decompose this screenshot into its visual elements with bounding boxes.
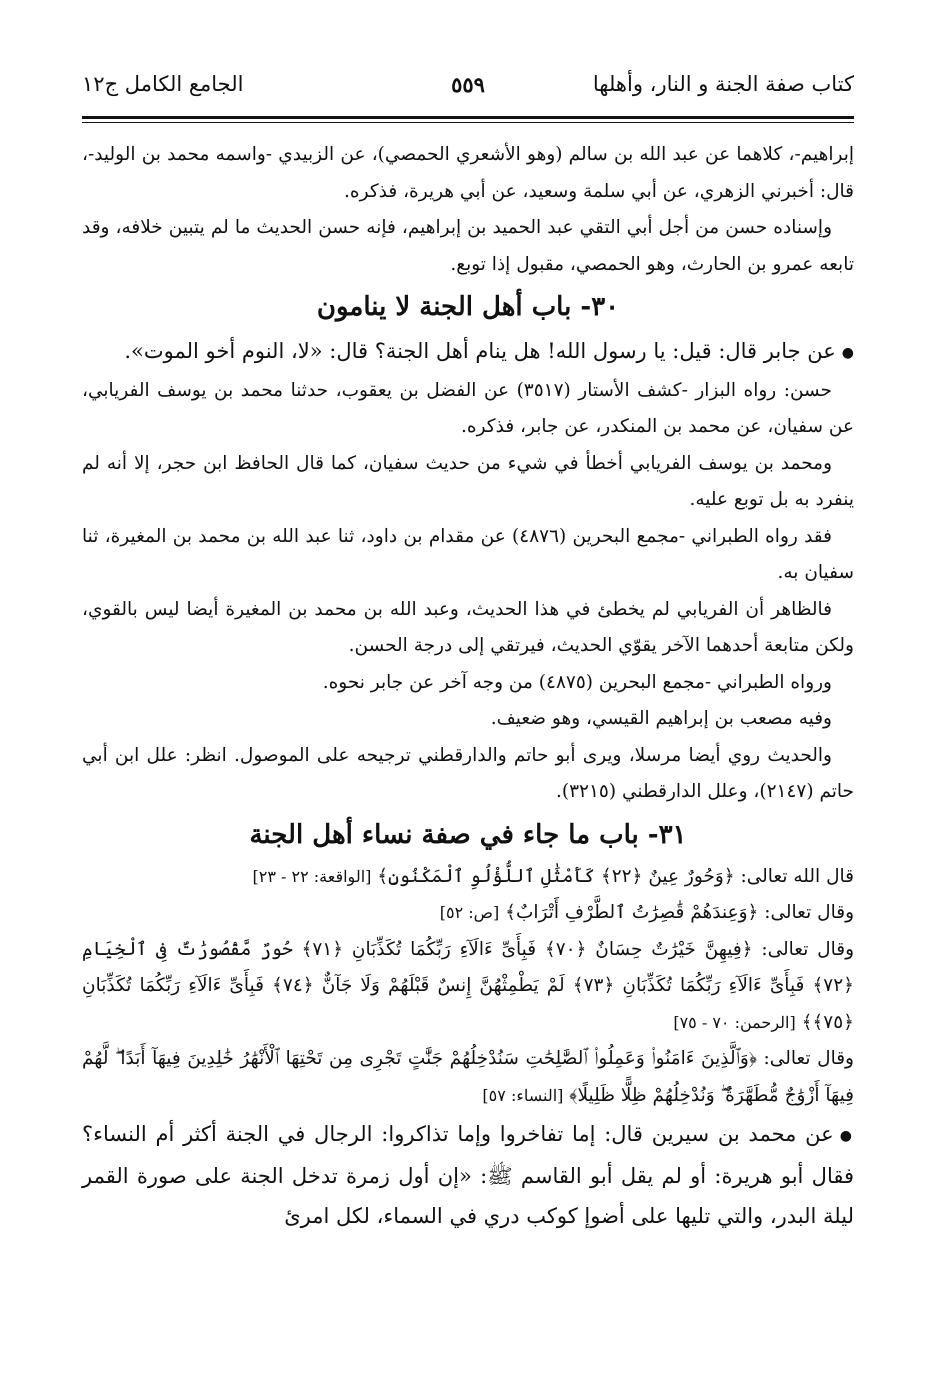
- paragraph-5: فقد رواه الطبراني -مجمع البحرين (٤٨٧٦) عن مقدام بن داود، ثنا عبد الله بن محمد بن المغيرة، ثنا سفيان به.: [82, 525, 854, 583]
- page-number: ٥٥٩: [451, 72, 485, 97]
- header-rule-thick: [82, 116, 854, 119]
- running-header: [82, 72, 854, 116]
- paragraph-4: ومحمد بن يوسف الفريابي أخطأ في شيء من حديث سفيان، كما قال الحافظ ابن حجر، إلا أنه لم ينفرد به بل توبع عليه.: [82, 452, 854, 510]
- quran-verse-3: [82, 932, 854, 1042]
- paragraph-2: وإسناده حسن من أجل أبي التقي عبد الحميد بن إبراهيم، فإنه حسن الحديث ما لم يتبين خلافه، وقد تابعه عمرو بن الحارث، وهو الحمصي، مقبول إذا توبع.: [82, 217, 854, 275]
- chapter-heading-31: ٣١- باب ما جاء في صفة نساء أهل الجنة: [249, 819, 687, 850]
- book-title: كتاب صفة الجنة و النار، وأهلها: [592, 72, 854, 96]
- header-rule-thin: [82, 122, 854, 123]
- paragraph-8: وفيه مصعب بن إبراهيم القيسي، وهو ضعيف.: [490, 708, 832, 729]
- quran-verse-2-text: وقال تعالى: ﴿وَعِندَهُمْ قَٰصِرَٰتُ ٱلطَّرْفِ أَتْرَابٌ﴾: [505, 902, 854, 923]
- paragraph-7: ورواه الطبراني -مجمع البحرين (٤٨٧٥) من وجه آخر عن جابر نحوه.: [322, 671, 832, 693]
- quran-verse-3-text: وقال تعالى: ﴿فِيهِنَّ خَيْرَٰتٌ حِسَانٌ ﴿٧٠﴾ فَبِأَىِّ ءَالَآءِ رَبِّكُمَا تُكَذِّبَانِ ﴿٧١﴾ حُورٌ مَّقْصُورَٰتٌ فِى ٱلْخِيَامِ ﴿٧٢﴾ فَبِأَىِّ ءَالَآءِ رَبِّكُمَا تُكَذِّبَانِ ﴿٧٣﴾ لَمْ يَطْمِثْهُنَّ إِنسٌ قَبْلَهُمْ وَلَا جَآنٌّ ﴿٧٤﴾ فَبِأَىِّ ءَالَآءِ رَبِّكُمَا تُكَذِّبَانِ ﴿٧٥﴾﴾: [82, 938, 855, 1033]
- quran-verse-4-ref: [النساء: ٥٧]: [482, 1085, 564, 1105]
- quran-verse-1: [82, 859, 854, 896]
- quran-verse-2-ref: [ص: ٥٢]: [439, 903, 500, 922]
- hadith-31: [82, 1114, 854, 1236]
- bullet-icon: ●: [839, 1127, 854, 1144]
- hadith-30: [82, 331, 854, 373]
- chapter-heading-30: ٣٠- باب أهل الجنة لا ينامون: [316, 292, 620, 322]
- bullet-icon: ●: [841, 344, 854, 361]
- hadith-31-text: عن محمد بن سيرين قال: إما تفاخروا وإما تذاكروا: الرجال في الجنة أكثر أم النساء؟ فقال أبو هريرة: أو لم يقل أبو القاسم ﷺ: «إن أول زمرة تدخل الجنة على صورة القمر ليلة البدر، والتي تليها على أضوإ كوكب دري في السماء، لكل امرئ: [82, 1122, 854, 1228]
- paragraph-6: فالظاهر أن الفريابي لم يخطئ في هذا الحديث، وعبد الله بن محمد بن المغيرة أيضا ليس بالقوي، ولكن متابعة أحدهما الآخر يقوّي الحديث، فيرتقي إلى درجة الحسن.: [82, 598, 854, 656]
- paragraph-3: حسن: رواه البزار -كشف الأستار (٣٥١٧) عن الفضل بن يعقوب، حدثنا محمد بن يوسف الفريابي، عن سفيان، عن محمد بن المنكدر، عن جابر، فذكره.: [82, 379, 854, 437]
- quran-verse-4: [82, 1041, 854, 1114]
- quran-verse-3-ref: [الرحمن: ٧٠ - ٧٥]: [673, 1012, 796, 1032]
- quran-verse-2: [82, 895, 854, 932]
- quran-verse-1-ref: [الواقعة: ٢٢ - ٢٣]: [252, 866, 372, 886]
- paragraph-9: والحديث روي أيضا مرسلا، ويرى أبو حاتم والدارقطني ترجيحه على الموصول. انظر: علل ابن أبي حاتم (٢١٤٧)، وعلل الدارقطني (٣٢١٥).: [82, 744, 854, 802]
- hadith-30-text: عن جابر قال: قيل: يا رسول الله! هل ينام أهل الجنة؟ قال: «لا، النوم أخو الموت».: [124, 339, 836, 363]
- paragraph-1: إبراهيم-، كلاهما عن عبد الله بن سالم (وهو الأشعري الحمصي)، عن الزبيدي -واسمه محمد بن الوليد-، قال: أخبرني الزهري، عن أبي سلمة وسعيد، عن أبي هريرة، فذكره.: [82, 144, 854, 202]
- quran-verse-1-text: قال الله تعالى: ﴿وَحُورٌ عِينٌ ﴿٢٢﴾ كَأَمْثَٰلِ ٱللُّؤْلُوِ ٱلْمَكْنُونِ﴾: [377, 865, 854, 887]
- quran-verse-4-text: وقال تعالى: ﴿وَٱلَّذِينَ ءَامَنُوا۟ وَعَمِلُوا۟ ٱلصَّٰلِحَٰتِ سَنُدْخِلُهُمْ جَنَّٰتٍ تَجْرِى مِن تَحْتِهَا ٱلْأَنْهَٰرُ خَٰلِدِينَ فِيهَآ أَبَدًا ۖ لَّهُمْ فِيهَآ أَزْوَٰجٌ مُّطَهَّرَةٌ ۖ وَنُدْخِلُهُمْ ظِلًّا ظَلِيلًا﴾: [82, 1048, 854, 1106]
- volume-title: الجامع الكامل ج١٢: [82, 72, 244, 96]
